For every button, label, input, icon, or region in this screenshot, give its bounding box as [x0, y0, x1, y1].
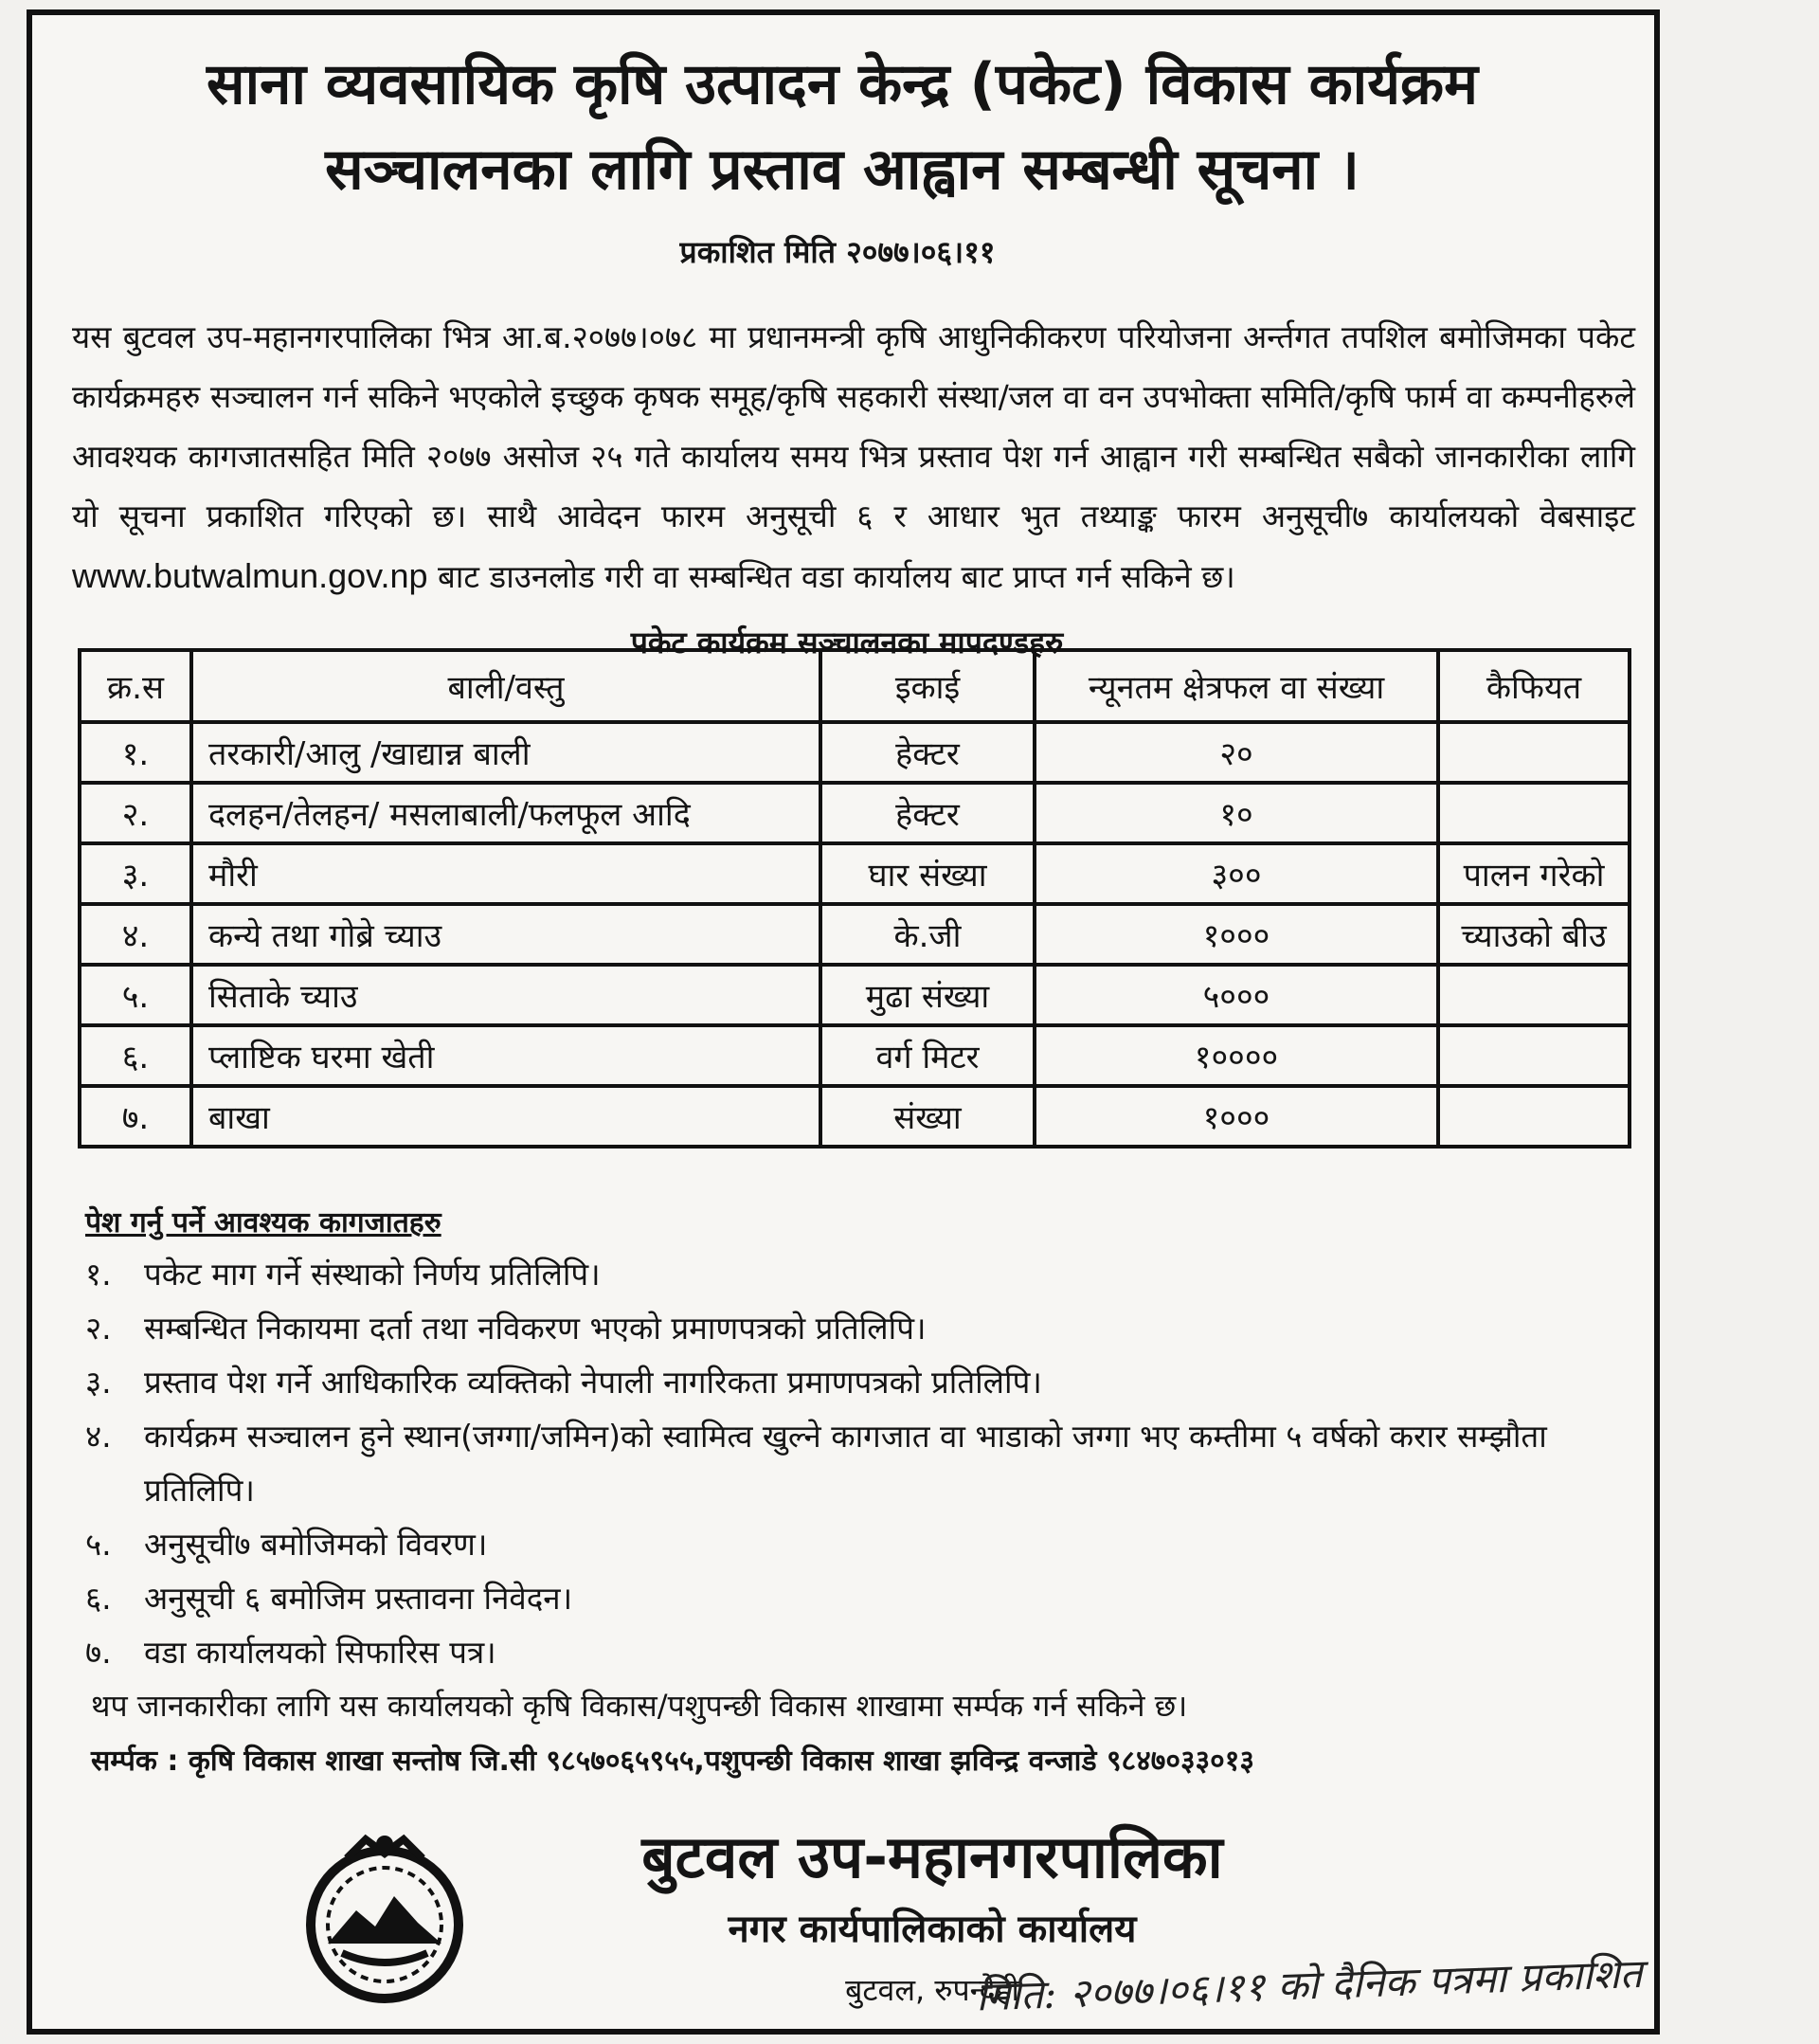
cell-serial: ४.	[80, 904, 191, 965]
list-item	[85, 1247, 1658, 1301]
cell-minimum: ५०००	[1035, 965, 1438, 1025]
documents-title: पेश गर्नु पर्ने आवश्यक कागजातहरु	[85, 1206, 441, 1239]
list-item-text: अनुसूची ६ बमोजिम प्रस्तावना निवेदन।	[144, 1580, 573, 1617]
office-subtitle: नगर कार्यपालिकाको कार्यालय	[728, 1908, 1137, 1951]
table-row	[80, 965, 1630, 1025]
office-location: बुटवल, रुपन्देही	[845, 1972, 1019, 2008]
list-item	[85, 1301, 1658, 1355]
table-caption: पकेट कार्यक्रम सञ्चालनका मापदण्डहरु	[630, 624, 1064, 660]
cell-unit: हेक्टर	[820, 783, 1035, 843]
cell-unit: हेक्टर	[820, 722, 1035, 783]
cell-item: तरकारी/आलु /खाद्यान्न बाली	[191, 722, 820, 783]
cell-serial: ५.	[80, 965, 191, 1025]
published-date: प्रकाशित मिति २०७७।०६।११	[679, 234, 996, 270]
intro-paragraph	[72, 307, 1635, 606]
cell-remarks	[1438, 1086, 1630, 1147]
list-item-text: कार्यक्रम सञ्चालन हुने स्थान(जग्गा/जमिन)को स्वामित्व खुल्ने कागजात वा भाडाको जग्गा भए कम्तीमा ५ वर्षको करार सम्झौता प्रतिलिपि।	[144, 1418, 1547, 1509]
cell-item: मौरी	[191, 843, 820, 904]
website-link[interactable]: www.butwalmun.gov.np	[72, 556, 428, 595]
header-serial: क्र.स	[80, 650, 191, 722]
cell-remarks	[1438, 722, 1630, 783]
intro-text-part2: बाट डाउनलोड गरी वा सम्बन्धित वडा कार्यालय बाट प्राप्त गर्न सकिने छ।	[438, 558, 1235, 595]
cell-item: बाखा	[191, 1086, 820, 1147]
office-name: बुटवल उप-महानगरपालिका	[641, 1822, 1223, 1891]
cell-minimum: २०	[1035, 722, 1438, 783]
list-item	[85, 1517, 1658, 1571]
cell-item: कन्ये तथा गोब्रे च्याउ	[191, 904, 820, 965]
cell-serial: ३.	[80, 843, 191, 904]
more-info-text: थप जानकारीका लागि यस कार्यालयको कृषि विकास/पशुपन्छी विकास शाखामा सर्म्पक गर्न सकिने छ।	[91, 1688, 1188, 1724]
criteria-table	[78, 648, 1631, 1149]
list-item-number: ३.	[85, 1364, 112, 1401]
cell-item: प्लाष्टिक घरमा खेती	[191, 1025, 820, 1086]
cell-minimum: १००००	[1035, 1025, 1438, 1086]
table-header-row	[80, 650, 1630, 722]
cell-serial: ६.	[80, 1025, 191, 1086]
table-row	[80, 1025, 1630, 1086]
list-item-text: वडा कार्यालयको सिफारिस पत्र।	[144, 1634, 496, 1671]
list-item-number: २.	[85, 1310, 112, 1347]
notice-frame	[27, 9, 1660, 2035]
list-item-text: सम्बन्धित निकायमा दर्ता तथा नविकरण भएको प्रमाणपत्रको प्रतिलिपि।	[144, 1310, 927, 1347]
table-row	[80, 904, 1630, 965]
list-item-text: अनुसूची७ बमोजिमको विवरण।	[144, 1526, 488, 1563]
list-item	[85, 1571, 1658, 1625]
notice-title-line2: सञ्चालनका लागि प्रस्ताव आह्वान सम्बन्धी सूचना ।	[325, 136, 1360, 203]
list-item-number: ७.	[85, 1634, 112, 1671]
cell-minimum: ३००	[1035, 843, 1438, 904]
cell-unit: मुढा संख्या	[820, 965, 1035, 1025]
cell-item: सिताके च्याउ	[191, 965, 820, 1025]
cell-minimum: १०	[1035, 783, 1438, 843]
header-unit: इकाई	[820, 650, 1035, 722]
list-item-number: १.	[85, 1256, 112, 1293]
list-item-number: ४.	[85, 1418, 112, 1455]
list-item-text: प्रस्ताव पेश गर्ने आधिकारिक व्यक्तिको नेपाली नागरिकता प्रमाणपत्रको प्रतिलिपि।	[144, 1364, 1042, 1401]
cell-serial: २.	[80, 783, 191, 843]
intro-text-part1: यस बुटवल उप-महानगरपालिका भित्र आ.ब.२०७७।०७८ मा प्रधानमन्त्री कृषि आधुनिकीकरण परियोजना अर्न्तगत तपशिल बमोजिमका पकेट कार्यक्रमहरु सञ्चालन गर्न सकिने भएकोले इच्छुक कृषक समूह/कृषि सहकारी संस्था/जल वा वन उपभोक्ता समिति/कृषि फार्म वा कम्पनीहरुले आवश्यक कागजातसहित मिति २०७७ असोज २५ गते कार्यालय समय भित्र प्रस्ताव पेश गर्न आह्वान गरी सम्बन्धित सबैको जानकारीका लागि यो सूचना प्रकाशित गरिएको छ। साथै आवेदन फारम अनुसूची ६ र आधार भुत तथ्याङ्क फारम अनुसूची७ कार्यालयको वेबसाइट	[72, 318, 1635, 534]
cell-serial: ७.	[80, 1086, 191, 1147]
government-emblem-icon	[290, 1820, 479, 2010]
header-remarks: कैफियत	[1438, 650, 1630, 722]
cell-unit: के.जी	[820, 904, 1035, 965]
cell-unit: संख्या	[820, 1086, 1035, 1147]
handwritten-note: मिति: २०७७।०६।११ को दैनिक पत्रमा प्रकाशित	[975, 1949, 1644, 2020]
cell-remarks	[1438, 783, 1630, 843]
list-item-text: पकेट माग गर्ने संस्थाको निर्णय प्रतिलिपि।	[144, 1256, 601, 1293]
cell-minimum: १०००	[1035, 904, 1438, 965]
cell-unit: वर्ग मिटर	[820, 1025, 1035, 1086]
cell-item: दलहन/तेलहन/ मसलाबाली/फलफूल आदि	[191, 783, 820, 843]
list-item-number: ५.	[85, 1526, 112, 1563]
cell-unit: घार संख्या	[820, 843, 1035, 904]
cell-remarks: पालन गरेको	[1438, 843, 1630, 904]
table-row	[80, 722, 1630, 783]
list-item	[85, 1409, 1658, 1517]
table-row	[80, 843, 1630, 904]
list-item	[85, 1355, 1658, 1409]
header-minimum: न्यूनतम क्षेत्रफल वा संख्या	[1035, 650, 1438, 722]
cell-serial: १.	[80, 722, 191, 783]
documents-list	[85, 1247, 1658, 1679]
list-item	[85, 1625, 1658, 1679]
cell-remarks	[1438, 1025, 1630, 1086]
table-row	[80, 783, 1630, 843]
cell-minimum: १०००	[1035, 1086, 1438, 1147]
contact-line: सर्म्पक : कृषि विकास शाखा सन्तोष जि.सी ९८५७०६५९५५,पशुपन्छी विकास शाखा झविन्द्र वन्जाडे ९८४७०३३०१३	[91, 1745, 1254, 1778]
notice-title-line1: साना व्यवसायिक कृषि उत्पादन केन्द्र (पकेट) विकास कार्यक्रम	[207, 51, 1478, 118]
list-item-number: ६.	[85, 1580, 112, 1617]
cell-remarks	[1438, 965, 1630, 1025]
table-row	[80, 1086, 1630, 1147]
cell-remarks: च्याउको बीउ	[1438, 904, 1630, 965]
header-item: बाली/वस्तु	[191, 650, 820, 722]
